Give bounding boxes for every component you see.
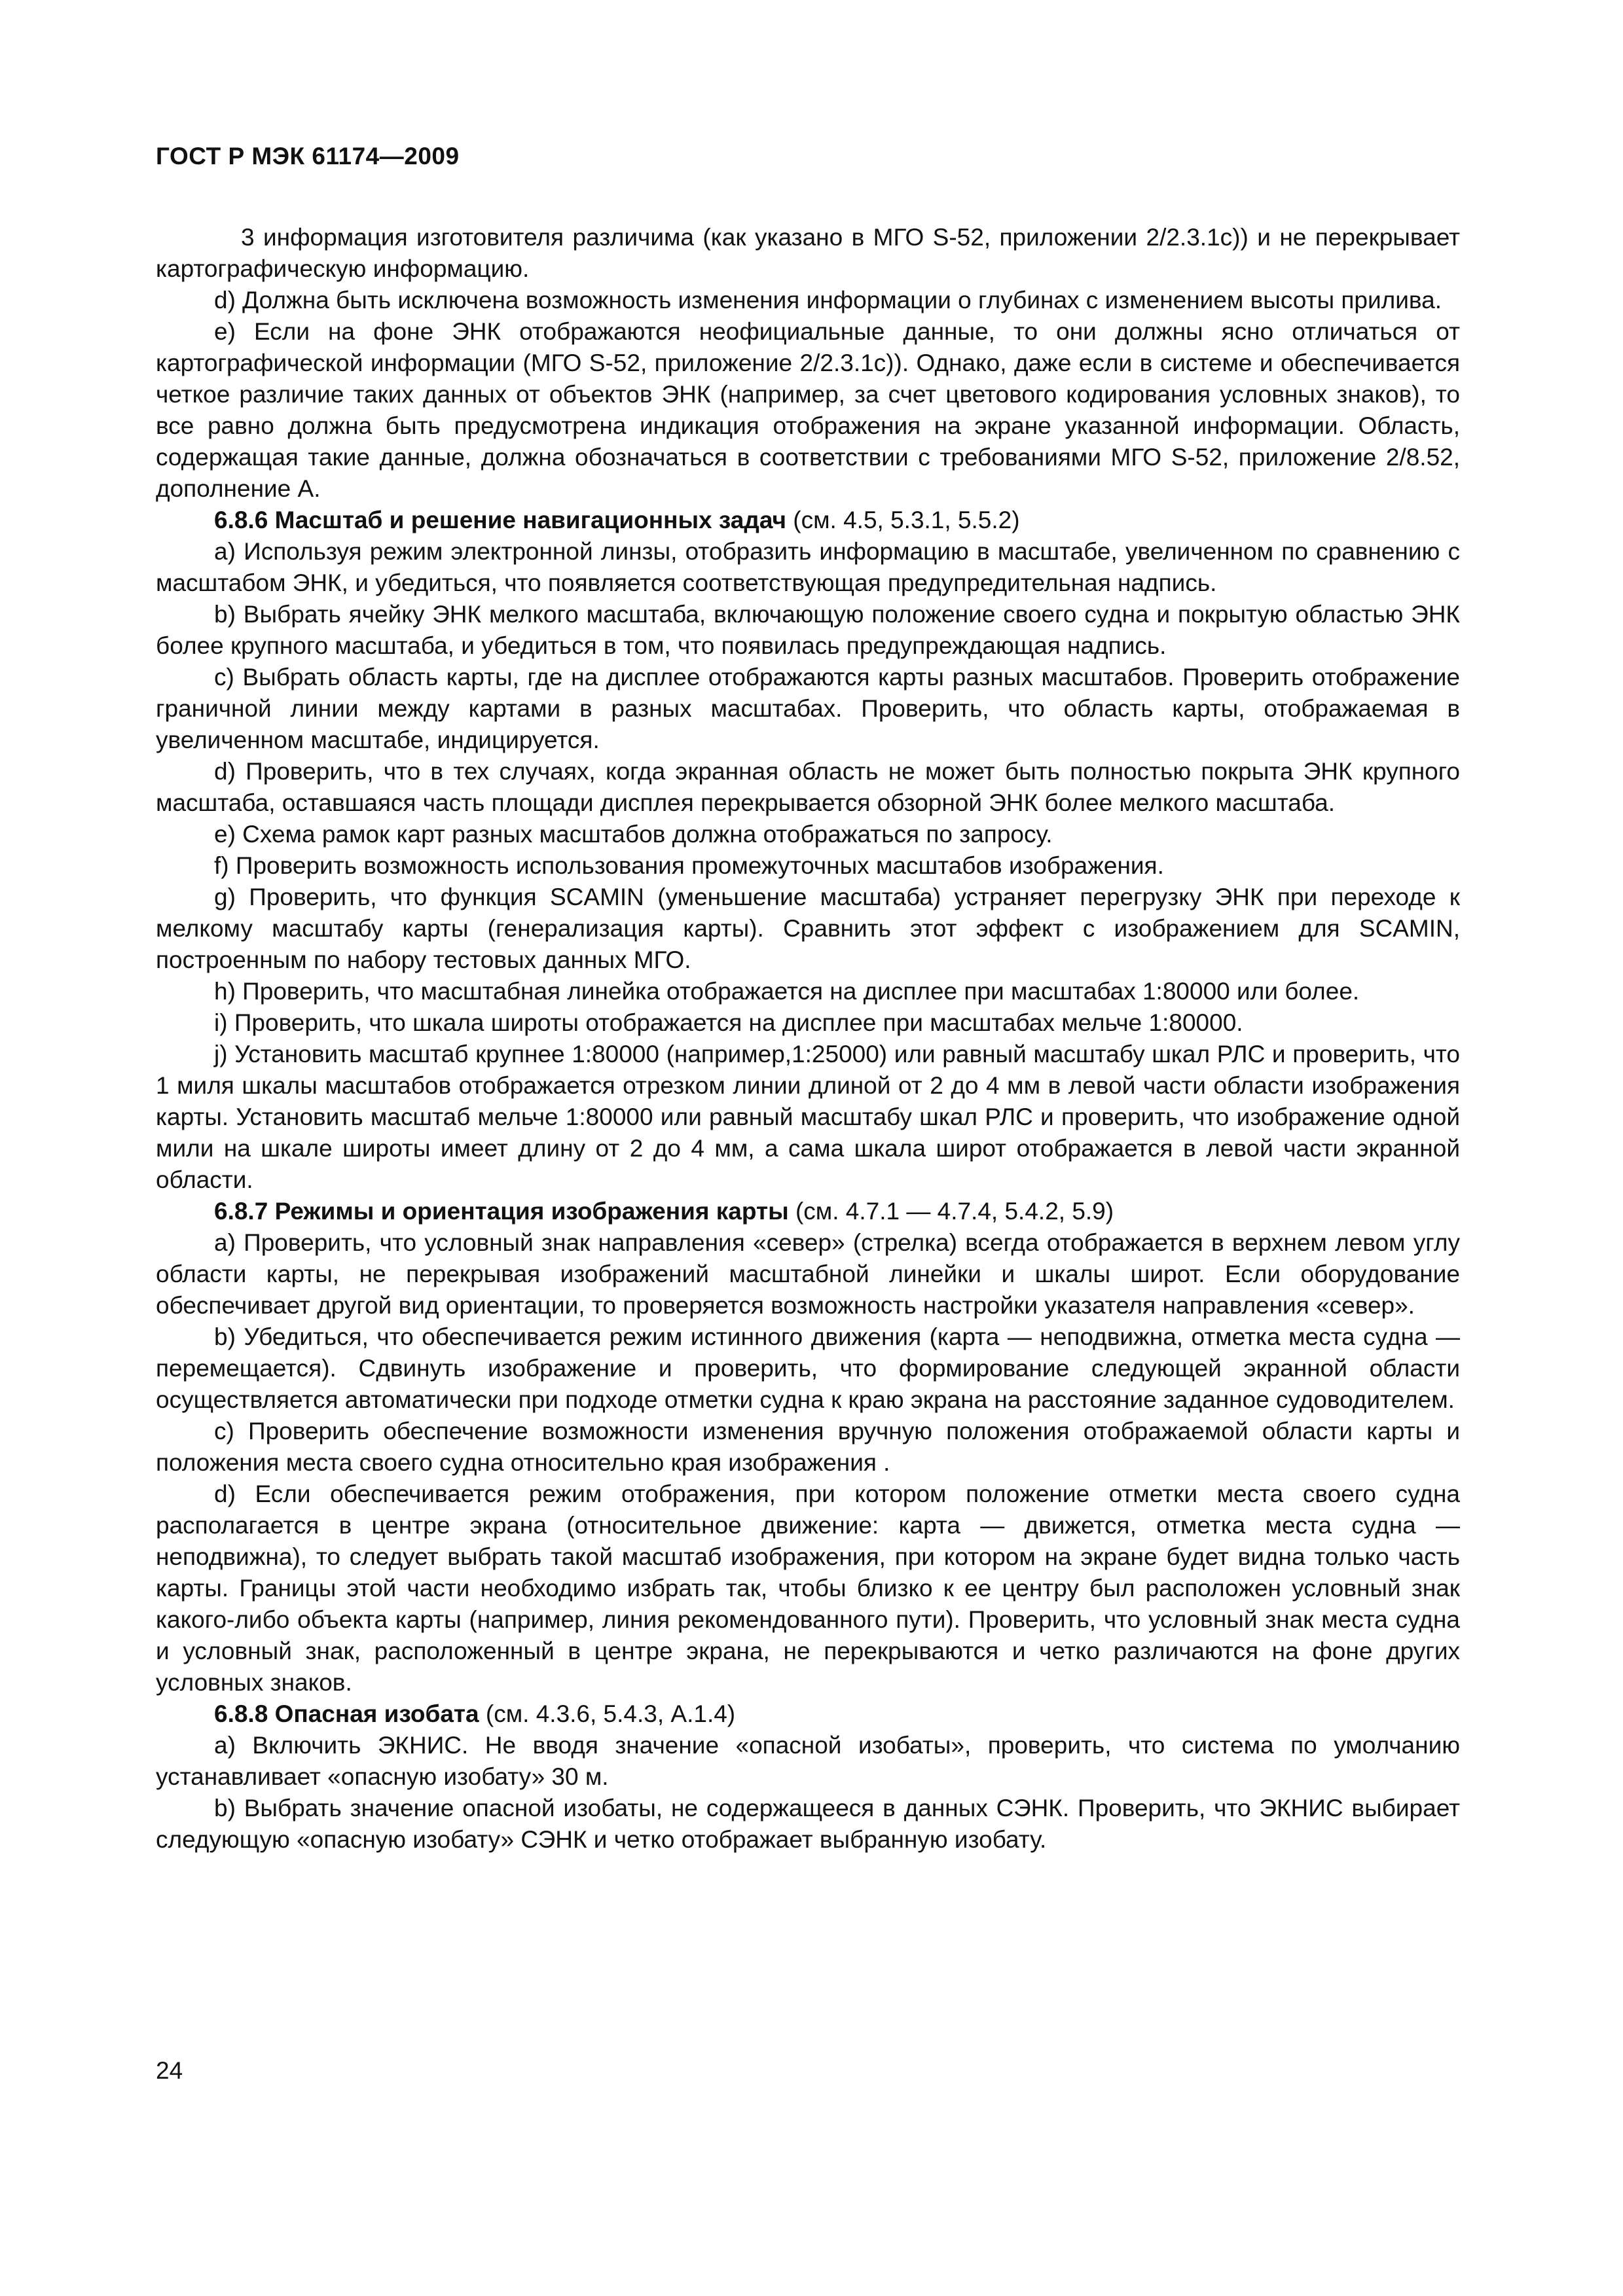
paragraph: a) Проверить, что условный знак направления «север» (стрелка) всегда отображается в верхнем левом углу области карты, не перекрывая изображений масштабной линейки и шкалы широт. Если оборудование обеспечивает другой вид ориентации, то проверяется возможность настройки указателя направления «север». bbox=[156, 1229, 1460, 1319]
paragraph: d) Если обеспечивается режим отображения, при котором положение отметки места своего судна располагается в центре экрана (относительное движение: карта — движется, отметка места судна — неподвижна), то следует выбрать такой масштаб изображения, при котором на экране будет видна только часть карты. Границы этой части необходимо избрать так, чтобы близко к ее центру был расположен условный знак какого-либо объекта карты (например, линия рекомендованного пути). Проверить, что условный знак места судна и условный знак, расположенный в центре экрана, не перекрываются и четко различаются на фоне других условных знаков. bbox=[156, 1480, 1460, 1696]
paragraph: e) Схема рамок карт разных масштабов должна отображаться по запросу. bbox=[214, 821, 1053, 848]
paragraph: d) Проверить, что в тех случаях, когда экранная область не может быть полностью покрыта ЭНК крупного масштаба, оставшаяся часть площади дисплея перекрывается обзорной ЭНК более мелкого масштаба. bbox=[156, 758, 1460, 816]
paragraph: c) Выбрать область карты, где на дисплее отображаются карты разных масштабов. Проверить отображение граничной линии между картами в разных масштабах. Проверить, что область карты, отображаемая в увеличенном масштабе, индицируется. bbox=[156, 664, 1460, 753]
page-number: 24 bbox=[156, 2057, 183, 2084]
paragraph: d) Должна быть исключена возможность изменения информации о глубинах с изменением высоты прилива. bbox=[214, 287, 1442, 314]
paragraph: g) Проверить, что функция SCAMIN (уменьшение масштаба) устраняет перегрузку ЭНК при переходе к мелкому масштабу карты (генерализация карты). Сравнить этот эффект с изображением для SCAMIN, построенным по набору тестовых данных МГО. bbox=[156, 884, 1460, 973]
paragraph: b) Выбрать ячейку ЭНК мелкого масштаба, включающую положение своего судна и покрытую областью ЭНК более крупного масштаба, и убедиться в том, что появилась предупреждающая надпись. bbox=[156, 601, 1460, 659]
paragraph: h) Проверить, что масштабная линейка отображается на дисплее при масштабах 1:80000 или более. bbox=[214, 978, 1360, 1005]
paragraph: j) Установить масштаб крупнее 1:80000 (например,1:25000) или равный масштабу шкал РЛС и проверить, что 1 миля шкалы масштабов отображается отрезком линии длиной от 2 до 4 мм в левой части области изображения карты. Установить масштаб мельче 1:80000 или равный масштабу шкал РЛС и проверить, что изображение одной мили на шкале широты имеет длину от 2 до 4 мм, а сама шкала широт отображается в левой части экранной области. bbox=[156, 1041, 1460, 1193]
section-heading-6-8-6: 6.8.6 Масштаб и решение навигационных задач (см. 4.5, 5.3.1, 5.5.2) bbox=[214, 507, 1020, 533]
paragraph: e) Если на фоне ЭНК отображаются неофициальные данные, то они должны ясно отличаться от картографической информации (МГО S-52, приложение 2/2.3.1c)). Однако, даже если в системе и обеспечивается четкое различие таких данных от объектов ЭНК (например, за счет цветового кодирования условных знаков), то все равно должна быть предусмотрена индикация отображения на экране указанной информации. Область, содержащая такие данные, должна обозначаться в соответствии с требованиями МГО S-52, приложение 2/8.52, дополнение A. bbox=[156, 318, 1460, 502]
paragraph: a) Включить ЭКНИС. Не вводя значение «опасной изобаты», проверить, что система по умолчанию устанавливает «опасную изобату» 30 м. bbox=[156, 1732, 1460, 1790]
paragraph: 3 информация изготовителя различима (как указано в МГО S-52, приложении 2/2.3.1c)) и не перекрывает картографическую информацию. bbox=[156, 224, 1460, 282]
document-body bbox=[156, 222, 1460, 1856]
section-heading-6-8-8: 6.8.8 Опасная изобата (см. 4.3.6, 5.4.3, A.1.4) bbox=[214, 1700, 736, 1727]
paragraph: i) Проверить, что шкала широты отображается на дисплее при масштабах мельче 1:80000. bbox=[214, 1009, 1243, 1036]
document-header: ГОСТ Р МЭК 61174—2009 bbox=[156, 143, 460, 170]
paragraph: a) Используя режим электронной линзы, отобразить информацию в масштабе, увеличенном по сравнению с масштабом ЭНК, и убедиться, что появляется соответствующая предупредительная надпись. bbox=[156, 538, 1460, 596]
section-heading-6-8-7: 6.8.7 Режимы и ориентация изображения карты (см. 4.7.1 — 4.7.4, 5.4.2, 5.9) bbox=[214, 1198, 1114, 1225]
paragraph: b) Выбрать значение опасной изобаты, не содержащееся в данных СЭНК. Проверить, что ЭКНИС выбирает следующую «опасную изобату» СЭНК и четко отображает выбранную изобату. bbox=[156, 1795, 1460, 1853]
paragraph: f) Проверить возможность использования промежуточных масштабов изображения. bbox=[214, 852, 1164, 879]
paragraph: c) Проверить обеспечение возможности изменения вручную положения отображаемой области карты и положения места своего судна относительно края изображения . bbox=[156, 1418, 1460, 1476]
paragraph: b) Убедиться, что обеспечивается режим истинного движения (карта — неподвижна, отметка места судна — перемещается). Сдвинуть изображение и проверить, что формирование следующей экранной области осуществляется автоматически при подходе отметки судна к краю экрана на расстояние заданное судоводителем. bbox=[156, 1323, 1460, 1413]
